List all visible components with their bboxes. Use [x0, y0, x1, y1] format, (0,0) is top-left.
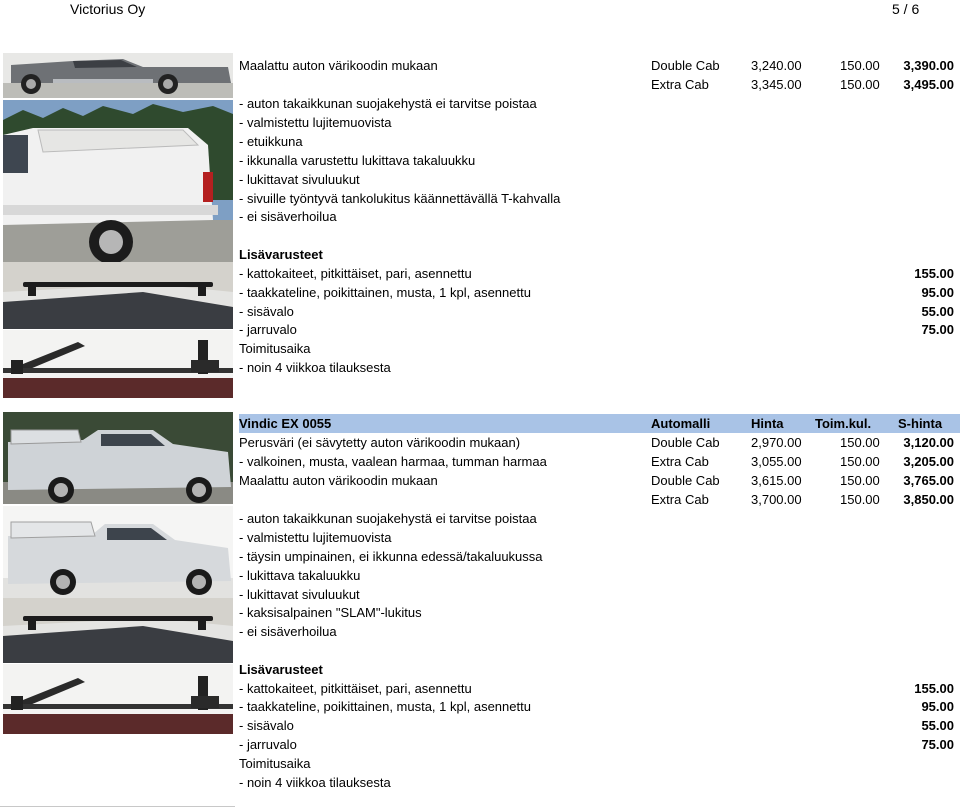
extra-item: - jarruvalo 75.00: [239, 322, 954, 337]
table-header: Vindic EX 0055 Automalli Hinta Toim.kul. S-hinta: [239, 414, 960, 433]
accessory-photo-roof-rails: [3, 598, 233, 663]
extra-item: - kattokaiteet, pitkittäiset, pari, asennettu 155.00: [239, 266, 954, 281]
page-header: [0, 0, 960, 18]
product-name: Vindic EX 0055: [239, 416, 332, 431]
accessory-photo-load-carrier: [3, 330, 233, 398]
accessory-photo-load-carrier: [3, 664, 233, 734]
feature-item: - kaksisalpainen "SLAM"-lukitus: [239, 605, 422, 620]
page-number: 5 / 6: [892, 1, 920, 17]
feature-item: - ei sisäverhoilua: [239, 209, 337, 224]
extra-item: - sisävalo 55.00: [239, 718, 954, 733]
price-row: Maalattu auton värikoodin mukaan Double Cab 3,615.00 150.00 3,765.00: [239, 473, 954, 488]
feature-item: - etuikkuna: [239, 134, 303, 149]
extra-item: - taakkateline, poikittainen, musta, 1 kpl, asennettu 95.00: [239, 699, 954, 714]
bottom-divider: [0, 806, 235, 807]
accessory-photo-roof-rails: [3, 262, 233, 329]
feature-item: - valmistettu lujitemuovista: [239, 115, 392, 130]
feature-item: - lukittavat sivuluukut: [239, 587, 360, 602]
extra-item: - jarruvalo 75.00: [239, 737, 954, 752]
price-row: Extra Cab 3,700.00 150.00 3,850.00: [651, 492, 954, 507]
price-row: - valkoinen, musta, vaalean harmaa, tumman harmaa Extra Cab 3,055.00 150.00 3,205.00: [239, 454, 954, 469]
delivery-text: - noin 4 viikkoa tilauksesta: [239, 775, 391, 790]
feature-item: - täysin umpinainen, ei ikkunna edessä/takaluukussa: [239, 549, 543, 564]
company-name: Victorius Oy: [70, 1, 146, 17]
feature-item: - valmistettu lujitemuovista: [239, 530, 392, 545]
extra-item: - taakkateline, poikittainen, musta, 1 kpl, asennettu 95.00: [239, 285, 954, 300]
extras-title: Lisävarusteet: [239, 247, 323, 262]
extra-item: - kattokaiteet, pitkittäiset, pari, asennettu 155.00: [239, 681, 954, 696]
product-photo-canopy-silver-doublecab: [3, 412, 233, 504]
extras-title: Lisävarusteet: [239, 662, 323, 677]
price-row: Maalattu auton värikoodin mukaan Double Cab 3,240.00 150.00 3,390.00: [239, 58, 954, 73]
product-photo-canopy-white: [3, 100, 233, 262]
price-row: Extra Cab 3,345.00 150.00 3,495.00: [651, 77, 954, 92]
feature-item: - lukittava takaluukku: [239, 568, 361, 583]
extra-item: - sisävalo 55.00: [239, 304, 954, 319]
feature-item: - auton takaikkunan suojakehystä ei tarvitse poistaa: [239, 511, 537, 526]
feature-item: - lukittavat sivuluukut: [239, 172, 360, 187]
delivery-title: Toimitusaika: [239, 756, 311, 771]
product-photo-canopy-silver-extracab: [3, 506, 233, 598]
product-photo-pickup-side: [3, 53, 233, 98]
feature-item: - sivuille työntyvä tankolukitus käännettävällä T-kahvalla: [239, 191, 561, 206]
price-row: Perusväri (ei sävytetty auton värikoodin mukaan) Double Cab 2,970.00 150.00 3,120.00: [239, 435, 954, 450]
delivery-text: - noin 4 viikkoa tilauksesta: [239, 360, 391, 375]
feature-item: - auton takaikkunan suojakehystä ei tarvitse poistaa: [239, 96, 537, 111]
delivery-title: Toimitusaika: [239, 341, 311, 356]
feature-item: - ei sisäverhoilua: [239, 624, 337, 639]
feature-item: - ikkunalla varustettu lukittava takaluukku: [239, 153, 476, 168]
